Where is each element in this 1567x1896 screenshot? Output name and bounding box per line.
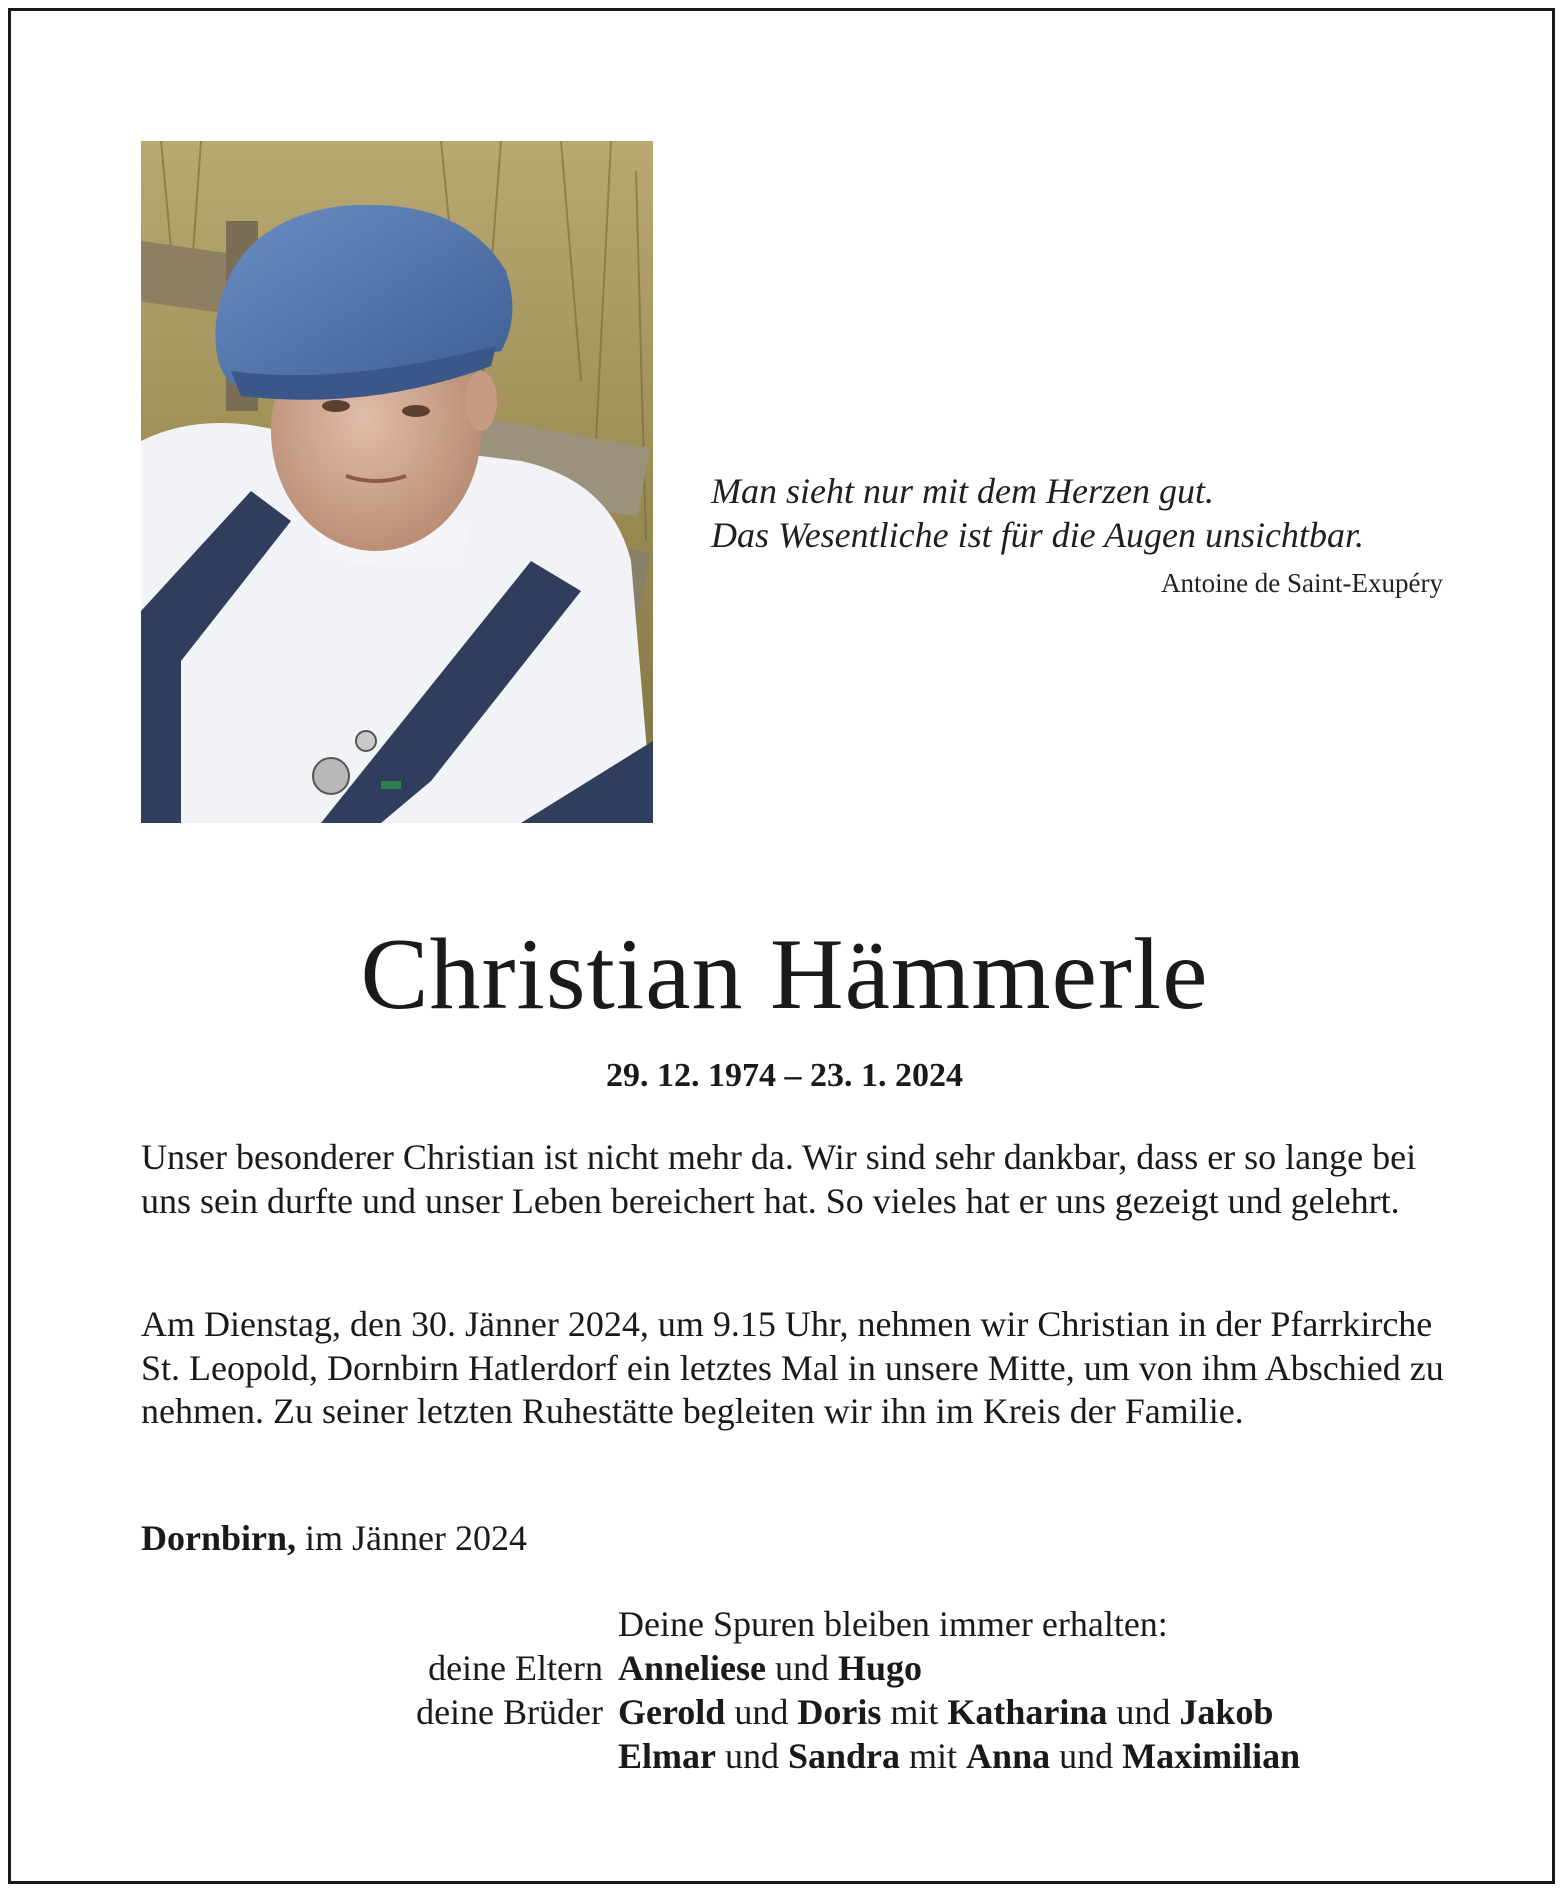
connector: mit <box>890 1692 939 1732</box>
connector: und <box>734 1692 789 1732</box>
brother-name: Gerold <box>618 1692 726 1732</box>
place-city: Dornbirn, <box>141 1518 297 1558</box>
parents-names <box>618 1647 922 1689</box>
deceased-name: Christian Hämmerle <box>360 918 1209 1031</box>
partner-name: Doris <box>797 1692 882 1732</box>
place-date <box>141 1517 527 1559</box>
portrait-image <box>141 141 653 823</box>
child-name: Katharina <box>947 1692 1108 1732</box>
brothers-label: deine Brüder <box>416 1692 603 1732</box>
brother-family-2 <box>618 1735 1300 1777</box>
connector: mit <box>909 1736 958 1776</box>
connector: und <box>1116 1692 1171 1732</box>
quote-author: Antoine de Saint-Exupéry <box>1161 568 1443 598</box>
connector: und <box>724 1736 779 1776</box>
child-name: Anna <box>966 1736 1051 1776</box>
connector: und <box>775 1648 829 1688</box>
partner-name: Sandra <box>787 1736 901 1776</box>
quote-line-2: Das Wesentliche ist für die Augen unsichtbar. <box>711 515 1364 555</box>
place-date-text: im Jänner 2024 <box>296 1518 527 1558</box>
parent-name: Hugo <box>838 1648 923 1688</box>
child-name: Maximilian <box>1122 1736 1301 1776</box>
mourners-parents-row <box>11 1647 1558 1691</box>
mourners-brothers-row-2 <box>11 1735 1558 1779</box>
child-name: Jakob <box>1179 1692 1274 1732</box>
connector: und <box>1059 1736 1114 1776</box>
mourners-heading: Deine Spuren bleiben immer erhalten: <box>618 1604 1168 1644</box>
mourners-brothers-row-1 <box>11 1691 1558 1735</box>
obituary-card <box>8 8 1555 1884</box>
brother-name: Elmar <box>618 1736 716 1776</box>
portrait-photo <box>141 141 653 823</box>
brother-family-1 <box>618 1691 1273 1733</box>
paragraph-1: Unser besonderer Christian ist nicht mehr da. Wir sind sehr dankbar, dass er so lange bei uns sein durfte und unser Leben bereichert hat. So vieles hat er uns gezeigt und gelehrt. <box>141 1137 1417 1221</box>
life-dates: 29. 12. 1974 – 23. 1. 2024 <box>606 1057 963 1094</box>
paragraph-2: Am Dienstag, den 30. Jänner 2024, um 9.15 Uhr, nehmen wir Christian in der Pfarrkirche St. Leopold, Dornbirn Hatlerdorf ein letztes Mal in unsere Mitte, um von ihm Abschied zu nehmen. Zu seiner letzten Ruhestätte begleiten wir ihn im Kreis der Familie. <box>141 1304 1444 1431</box>
parent-name: Anneliese <box>618 1648 766 1688</box>
quote-line-1: Man sieht nur mit dem Herzen gut. <box>711 471 1214 511</box>
quote <box>711 469 1446 557</box>
parents-label: deine Eltern <box>428 1648 603 1688</box>
